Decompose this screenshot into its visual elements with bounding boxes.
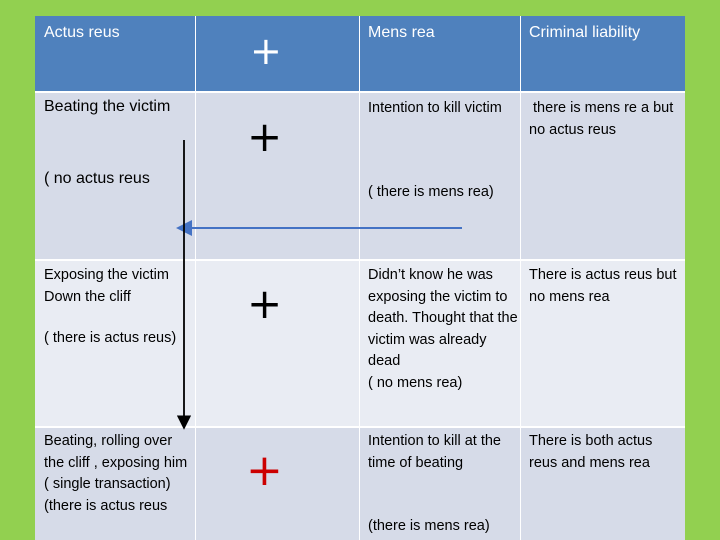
row3-mens-rea-note: (there is mens rea): [368, 518, 490, 534]
header-criminal-liability: Criminal liability: [529, 24, 641, 41]
row1-actus-reus: Beating the victim: [44, 98, 171, 115]
row2-criminal-liability: There is actus reus but no mens rea: [529, 267, 677, 305]
header-plus-sign: +: [250, 29, 282, 73]
row3-mens-rea: Intention to kill at the time of beating: [368, 433, 501, 471]
row3-criminal-liability: There is both actus reus and mens rea: [529, 433, 653, 471]
row2-actus-reus-note: ( there is actus reus): [44, 330, 177, 346]
header-actus-reus: Actus reus: [44, 24, 120, 41]
row1-actus-reus-note: ( no actus reus: [44, 170, 150, 187]
row1-criminal-liability: there is mens re a but no actus reus: [529, 100, 678, 138]
row3-plus-sign: +: [246, 445, 283, 496]
row1-plus-sign: +: [247, 112, 283, 161]
row2-actus-reus: Exposing the victim Down the cliff: [44, 267, 169, 305]
row2-plus-sign: +: [247, 279, 283, 328]
row1-mens-rea: Intention to kill victim: [368, 100, 502, 116]
header-mens-rea: Mens rea: [368, 24, 435, 41]
row1-mens-rea-note: ( there is mens rea): [368, 184, 494, 200]
row2-mens-rea: Didn’t know he was exposing the victim to death. Thought that the victim was already dead ( no mens rea): [368, 267, 518, 391]
row3-actus-reus: Beating, rolling over the cliff , exposing him ( single transaction) (there is actus reus: [44, 433, 188, 514]
